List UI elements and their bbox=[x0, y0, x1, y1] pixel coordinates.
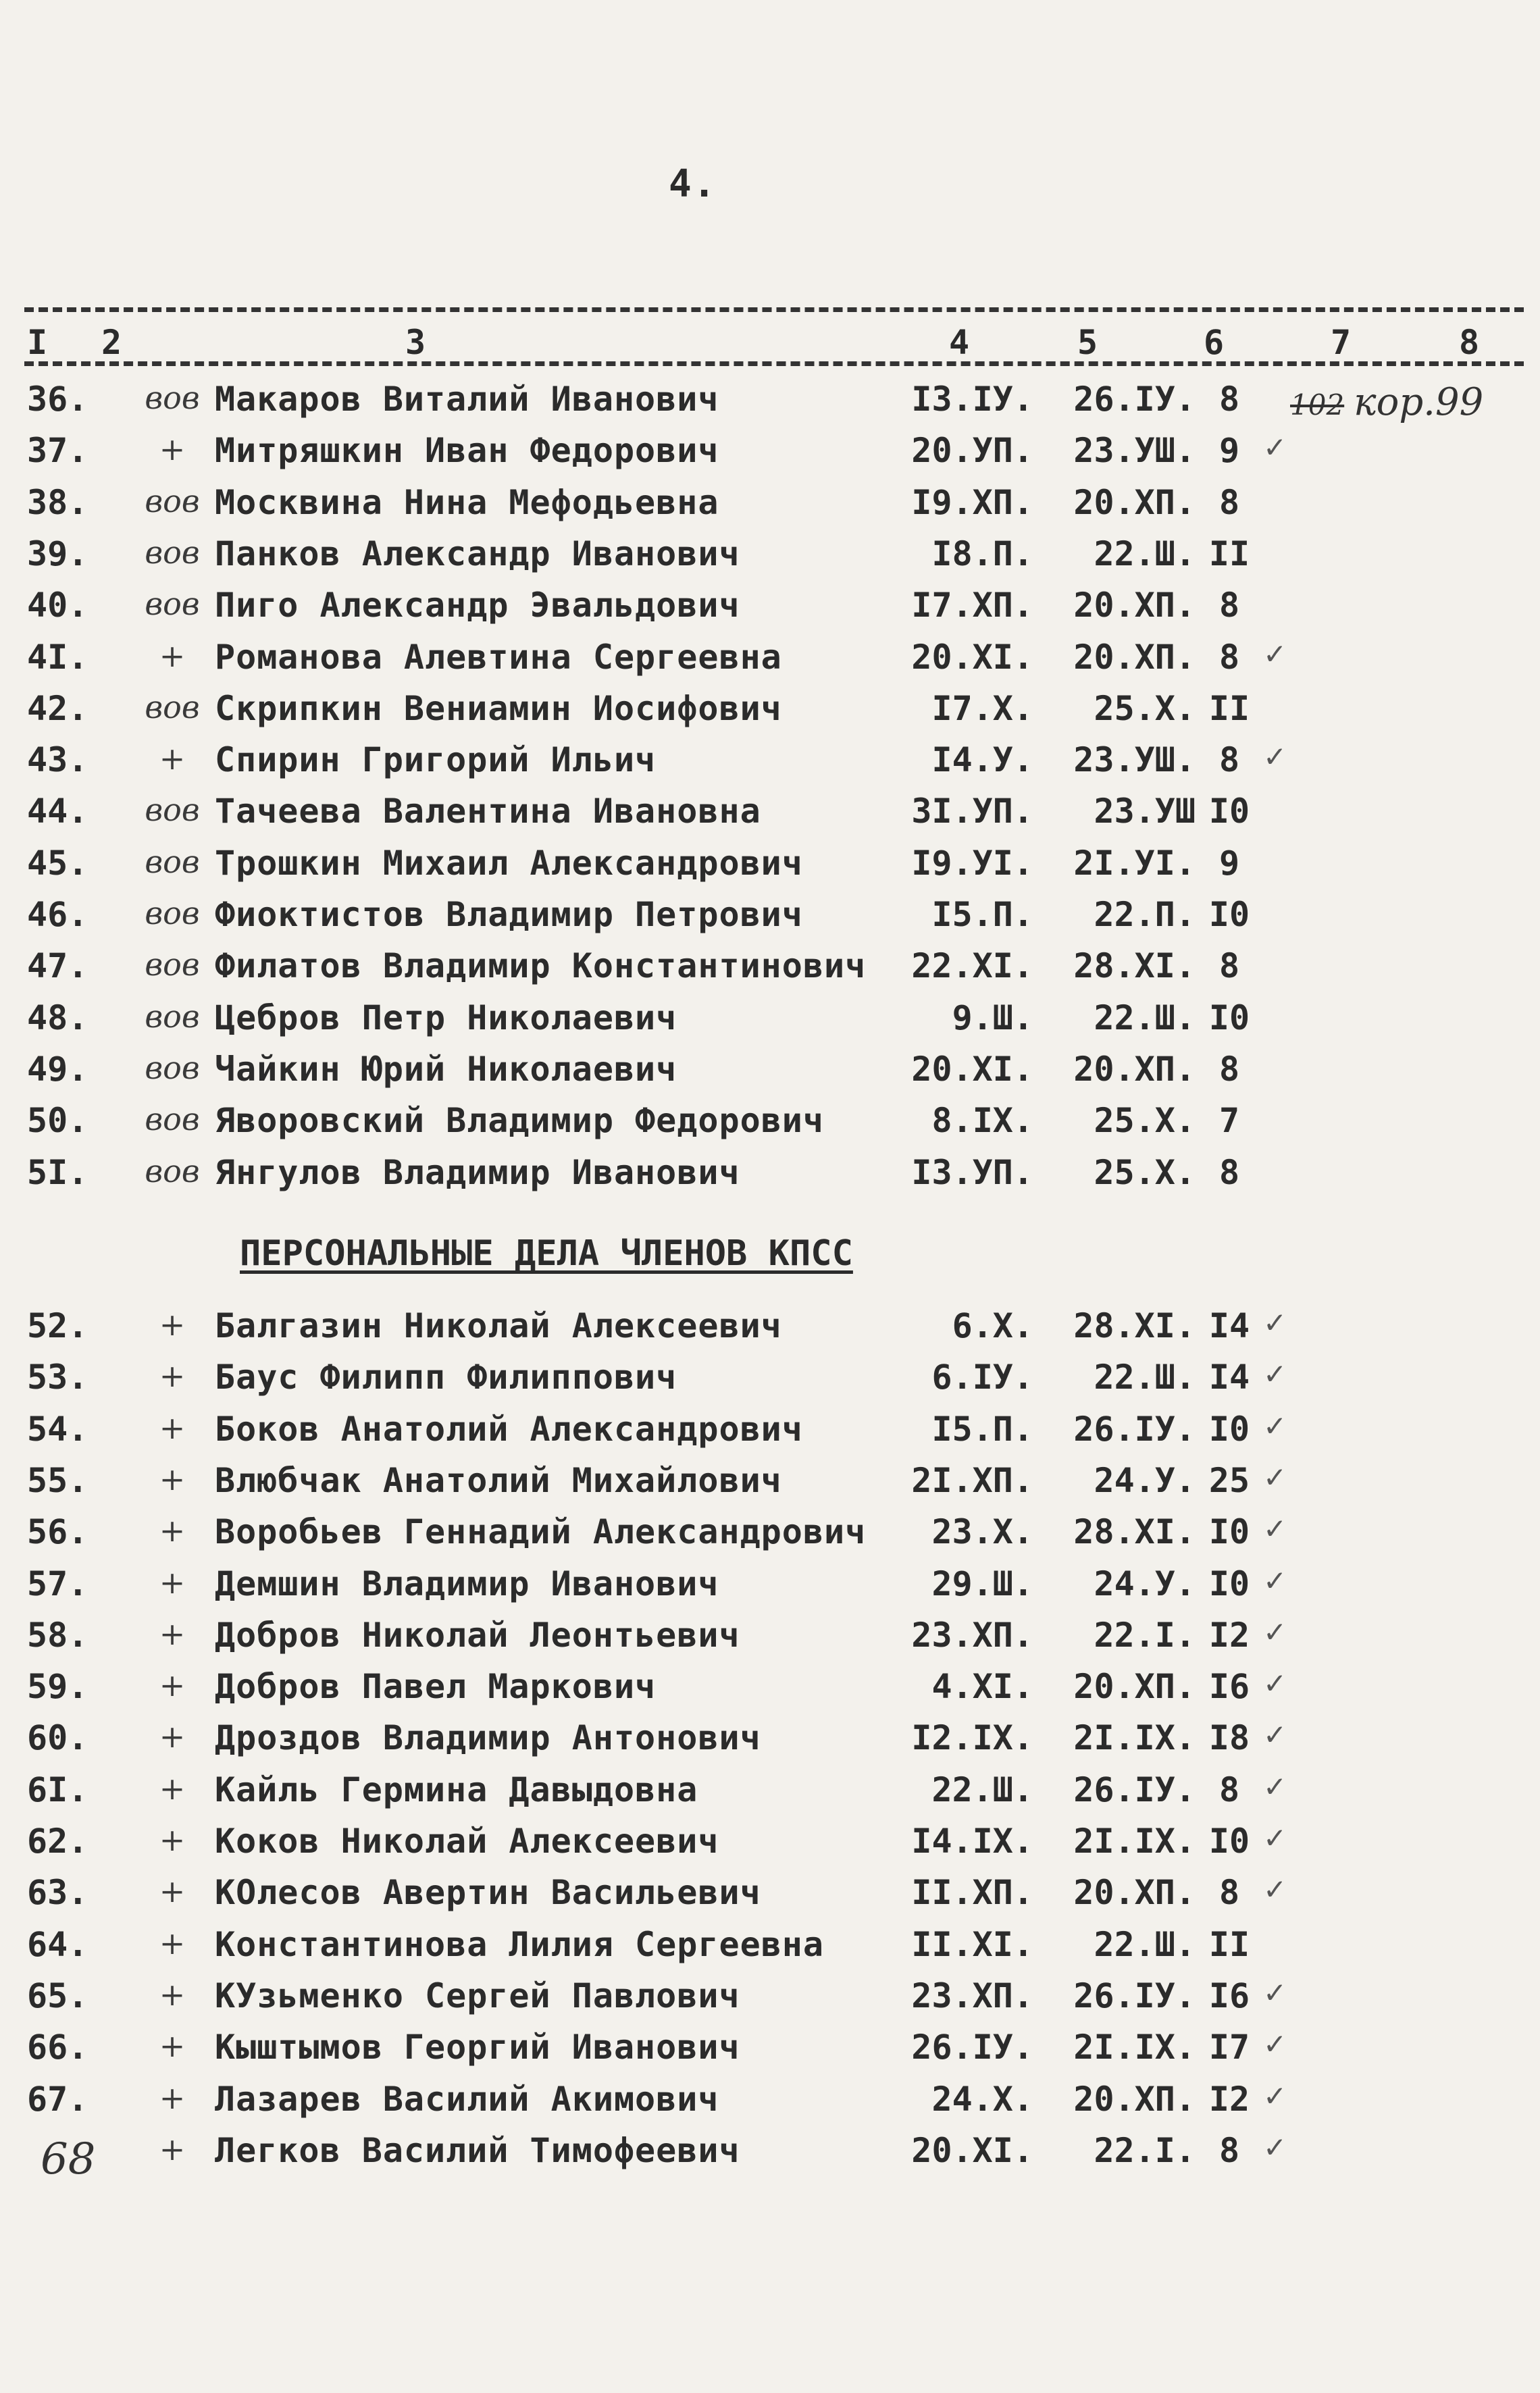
column-header-7: 7 bbox=[1331, 323, 1352, 362]
row-number: 49. bbox=[27, 1049, 88, 1089]
table-row bbox=[0, 1047, 1540, 1098]
person-name: Добров Николай Леонтьевич bbox=[215, 1615, 740, 1655]
handwritten-mark: вов bbox=[145, 482, 200, 519]
handwritten-mark: вов bbox=[145, 1101, 200, 1138]
person-name: Коков Николай Алексеевич bbox=[215, 1822, 719, 1861]
start-date: I3.УП. bbox=[911, 1152, 1033, 1192]
table-row bbox=[0, 635, 1540, 686]
row-number: 40. bbox=[27, 586, 88, 625]
start-date: I4.IX. bbox=[911, 1822, 1033, 1861]
handwritten-mark: вов bbox=[145, 946, 200, 983]
end-date: 2I.IX. bbox=[1073, 1718, 1196, 1758]
handwritten-mark: + bbox=[159, 1460, 186, 1497]
person-name: Фиоктистов Владимир Петрович bbox=[215, 895, 803, 934]
person-name: КУзьменко Сергей Павлович bbox=[215, 1976, 740, 2015]
check-mark: ✓ bbox=[1263, 1460, 1287, 1494]
end-date: 23.УШ bbox=[1094, 792, 1196, 831]
sheet-count: I0 bbox=[1208, 998, 1250, 1037]
row-number: 44. bbox=[27, 792, 88, 831]
end-date: 22.Ш. bbox=[1094, 534, 1196, 573]
row-number: 67. bbox=[27, 2079, 88, 2119]
handwritten-mark: + bbox=[159, 1822, 186, 1858]
end-date: 2I.IX. bbox=[1073, 1822, 1196, 1861]
handwritten-mark: вов bbox=[145, 1152, 200, 1189]
handwritten-mark: + bbox=[159, 740, 186, 777]
end-date: 26.IУ. bbox=[1073, 1409, 1196, 1449]
sheet-count: 25 bbox=[1208, 1460, 1250, 1500]
start-date: 20.XI. bbox=[911, 2130, 1033, 2170]
sheet-count: I0 bbox=[1208, 1822, 1250, 1861]
person-name: КОлесов Авертин Васильевич bbox=[215, 1873, 761, 1913]
table-row bbox=[0, 377, 1540, 428]
start-date: I3.IУ. bbox=[911, 380, 1033, 419]
start-date: 2I.XП. bbox=[911, 1460, 1033, 1500]
handwritten-mark: + bbox=[159, 637, 186, 674]
person-name: Баус Филипп Филиппович bbox=[215, 1358, 677, 1397]
sheet-count: 8 bbox=[1218, 2130, 1240, 2170]
table-row bbox=[0, 1922, 1540, 1974]
start-date: 24.X. bbox=[931, 2079, 1033, 2119]
table-row bbox=[0, 1768, 1540, 1819]
table-row bbox=[0, 1716, 1540, 1767]
start-date: 22.Ш. bbox=[931, 1770, 1033, 1809]
end-date: 2I.УI. bbox=[1073, 843, 1196, 883]
person-name: Тачеева Валентина Ивановна bbox=[215, 792, 761, 831]
start-date: II.XI. bbox=[911, 1924, 1033, 1964]
row-number: 45. bbox=[27, 843, 88, 883]
handwritten-mark: вов bbox=[145, 1049, 200, 1086]
sheet-count: I2 bbox=[1208, 1615, 1250, 1655]
handwritten-mark: вов bbox=[145, 998, 200, 1035]
table-row bbox=[0, 1304, 1540, 1355]
sheet-count: II bbox=[1208, 534, 1250, 573]
end-date: 26.IУ. bbox=[1073, 1976, 1196, 2015]
end-date: 2I.IX. bbox=[1073, 2028, 1196, 2067]
check-mark: ✓ bbox=[1263, 1512, 1287, 1546]
sheet-count: 9 bbox=[1218, 431, 1240, 471]
end-date: 23.УШ. bbox=[1073, 431, 1196, 471]
end-date: 20.XП. bbox=[1073, 1049, 1196, 1089]
start-date: I4.У. bbox=[931, 740, 1033, 780]
sheet-count: I0 bbox=[1208, 895, 1250, 934]
end-date: 22.I. bbox=[1094, 1615, 1196, 1655]
end-date: 24.У. bbox=[1094, 1460, 1196, 1500]
table-row bbox=[0, 2077, 1540, 2128]
sheet-count: I6 bbox=[1208, 1976, 1250, 2015]
end-date: 22.Ш. bbox=[1094, 1358, 1196, 1397]
sheet-count: I7 bbox=[1208, 2028, 1250, 2067]
start-date: II.XП. bbox=[911, 1873, 1033, 1913]
person-name: Влюбчак Анатолий Михайлович bbox=[215, 1460, 782, 1500]
start-date: I7.XП. bbox=[911, 586, 1033, 625]
table-row bbox=[0, 428, 1540, 480]
start-date: 23.X. bbox=[931, 1512, 1033, 1552]
start-date: 23.XП. bbox=[911, 1976, 1033, 2015]
header-divider-bottom bbox=[24, 361, 1524, 366]
column-header-2: 2 bbox=[101, 323, 122, 362]
handwritten-mark: + bbox=[159, 1409, 186, 1446]
check-mark: ✓ bbox=[1263, 1822, 1287, 1855]
start-date: I5.П. bbox=[931, 895, 1033, 934]
handwritten-mark: + bbox=[159, 1615, 186, 1652]
end-date: 28.XI. bbox=[1073, 1512, 1196, 1552]
check-mark: ✓ bbox=[1263, 2028, 1287, 2061]
row-number: 59. bbox=[27, 1667, 88, 1707]
table-row bbox=[0, 2128, 1540, 2180]
start-date: I5.П. bbox=[931, 1409, 1033, 1449]
table-row bbox=[0, 996, 1540, 1047]
person-name: Константинова Лилия Сергеевна bbox=[215, 1924, 824, 1964]
end-date: 26.IУ. bbox=[1073, 1770, 1196, 1809]
sheet-count: 8 bbox=[1218, 1049, 1240, 1089]
table-row bbox=[0, 1613, 1540, 1664]
check-mark: ✓ bbox=[1263, 740, 1287, 774]
person-name: Легков Василий Тимофеевич bbox=[215, 2130, 740, 2170]
handwritten-mark: + bbox=[159, 1873, 186, 1910]
sheet-count: I0 bbox=[1208, 792, 1250, 831]
person-name: Кыштымов Георгий Иванович bbox=[215, 2028, 740, 2067]
sheet-count: I0 bbox=[1208, 1512, 1250, 1552]
row-number: 5I. bbox=[27, 1152, 88, 1192]
annotation-text: кор.99 bbox=[1354, 380, 1484, 424]
struck-value: 102 bbox=[1290, 388, 1345, 421]
table-row bbox=[0, 532, 1540, 583]
sheet-count: 8 bbox=[1218, 380, 1240, 419]
table-row bbox=[0, 1510, 1540, 1561]
row-number: 63. bbox=[27, 1873, 88, 1913]
column-header-6: 6 bbox=[1204, 323, 1225, 362]
header-divider-top bbox=[24, 307, 1524, 312]
sheet-count: 8 bbox=[1218, 1152, 1240, 1192]
row-number: 36. bbox=[27, 380, 88, 419]
check-mark: ✓ bbox=[1263, 1615, 1287, 1649]
person-name: Дроздов Владимир Антонович bbox=[215, 1718, 761, 1758]
check-mark: ✓ bbox=[1263, 637, 1287, 671]
row-number: 48. bbox=[27, 998, 88, 1037]
row-number: 39. bbox=[27, 534, 88, 573]
table-row bbox=[0, 1355, 1540, 1406]
table-row bbox=[0, 1664, 1540, 1716]
start-date: 6.X. bbox=[952, 1306, 1033, 1345]
check-mark: ✓ bbox=[1263, 1770, 1287, 1803]
person-name: Скрипкин Вениамин Иосифович bbox=[215, 688, 782, 728]
check-mark: ✓ bbox=[1263, 1409, 1287, 1443]
column-header-3: 3 bbox=[405, 323, 426, 362]
row-number: 43. bbox=[27, 740, 88, 780]
handwritten-mark: вов bbox=[145, 792, 200, 829]
start-date: 6.IУ. bbox=[931, 1358, 1033, 1397]
row-number: 58. bbox=[27, 1615, 88, 1655]
person-name: Добров Павел Маркович bbox=[215, 1667, 657, 1707]
end-date: 20.XП. bbox=[1073, 1667, 1196, 1707]
check-mark: ✓ bbox=[1263, 2079, 1287, 2113]
person-name: Панков Александр Иванович bbox=[215, 534, 740, 573]
start-date: I2.IX. bbox=[911, 1718, 1033, 1758]
end-date: 28.XI. bbox=[1073, 946, 1196, 986]
sheet-count: 8 bbox=[1218, 1873, 1240, 1913]
end-date: 22.I. bbox=[1094, 2130, 1196, 2170]
sheet-count: I4 bbox=[1208, 1358, 1250, 1397]
end-date: 20.XП. bbox=[1073, 586, 1196, 625]
start-date: 23.XП. bbox=[911, 1615, 1033, 1655]
start-date: 9.Ш. bbox=[952, 998, 1033, 1037]
end-date: 22.П. bbox=[1094, 895, 1196, 934]
end-date: 25.X. bbox=[1094, 1152, 1196, 1192]
handwritten-mark: + bbox=[159, 1667, 186, 1704]
row-number: 62. bbox=[27, 1822, 88, 1861]
end-date: 28.XI. bbox=[1073, 1306, 1196, 1345]
sheet-count: I4 bbox=[1208, 1306, 1250, 1345]
check-mark: ✓ bbox=[1263, 1358, 1287, 1391]
check-mark: ✓ bbox=[1263, 1306, 1287, 1339]
row-number: 42. bbox=[27, 688, 88, 728]
row-number: 54. bbox=[27, 1409, 88, 1449]
table-row bbox=[0, 738, 1540, 789]
end-date: 20.XП. bbox=[1073, 637, 1196, 677]
end-date: 20.XП. bbox=[1073, 482, 1196, 522]
row-number: 37. bbox=[27, 431, 88, 471]
sheet-count: 8 bbox=[1218, 740, 1240, 780]
table-row bbox=[0, 1150, 1540, 1202]
handwritten-mark: + bbox=[159, 1564, 186, 1601]
check-mark: ✓ bbox=[1263, 1718, 1287, 1752]
start-date: 20.XI. bbox=[911, 637, 1033, 677]
start-date: 3I.УП. bbox=[911, 792, 1033, 831]
end-date: 24.У. bbox=[1094, 1564, 1196, 1603]
person-name: Филатов Владимир Константинович bbox=[215, 946, 867, 986]
handwritten-mark: + bbox=[159, 1512, 186, 1549]
table-row bbox=[0, 1870, 1540, 1922]
table-row bbox=[0, 789, 1540, 840]
row-number: 55. bbox=[27, 1460, 88, 1500]
check-mark: ✓ bbox=[1263, 1873, 1287, 1907]
person-name: Демшин Владимир Иванович bbox=[215, 1564, 719, 1603]
start-date: I7.X. bbox=[931, 688, 1033, 728]
row-number: 65. bbox=[27, 1976, 88, 2015]
sheet-count: II bbox=[1208, 1924, 1250, 1964]
handwritten-mark: + bbox=[159, 2079, 186, 2116]
sheet-count: 8 bbox=[1218, 637, 1240, 677]
handwritten-mark: + bbox=[159, 431, 186, 468]
column-header-1: I bbox=[27, 323, 48, 362]
row-number: 52. bbox=[27, 1306, 88, 1345]
section-title: ПЕРСОНАЛЬНЫЕ ДЕЛА ЧЛЕНОВ КПСС bbox=[240, 1233, 853, 1274]
sheet-count: 7 bbox=[1218, 1101, 1240, 1141]
sheet-count: 8 bbox=[1218, 586, 1240, 625]
table-row bbox=[0, 1407, 1540, 1458]
row-number: 56. bbox=[27, 1512, 88, 1552]
start-date: 22.XI. bbox=[911, 946, 1033, 986]
handwritten-mark: + bbox=[159, 2130, 186, 2167]
end-date: 23.УШ. bbox=[1073, 740, 1196, 780]
handwritten-mark: + bbox=[159, 1924, 186, 1961]
table-row bbox=[0, 1974, 1540, 2025]
table-row bbox=[0, 892, 1540, 944]
table-row bbox=[0, 686, 1540, 738]
table-row bbox=[0, 2025, 1540, 2076]
check-mark: ✓ bbox=[1263, 1564, 1287, 1597]
sheet-count: II bbox=[1208, 688, 1250, 728]
column-header-8: 8 bbox=[1459, 323, 1480, 362]
end-date: 20.XП. bbox=[1073, 1873, 1196, 1913]
end-date: 26.IУ. bbox=[1073, 380, 1196, 419]
start-date: 20.УП. bbox=[911, 431, 1033, 471]
start-date: 29.Ш. bbox=[931, 1564, 1033, 1603]
end-date: 22.Ш. bbox=[1094, 1924, 1196, 1964]
column-header-4: 4 bbox=[949, 323, 970, 362]
person-name: Янгулов Владимир Иванович bbox=[215, 1152, 740, 1192]
column-header-5: 5 bbox=[1077, 323, 1098, 362]
table-row bbox=[0, 944, 1540, 995]
handwritten-mark: + bbox=[159, 2028, 186, 2065]
handwritten-mark: + bbox=[159, 1976, 186, 2013]
person-name: Воробьев Геннадий Александрович bbox=[215, 1512, 867, 1552]
handwritten-mark: + bbox=[159, 1718, 186, 1755]
margin-note: 68 bbox=[41, 2134, 96, 2184]
check-mark: ✓ bbox=[1263, 431, 1287, 465]
table-row bbox=[0, 480, 1540, 532]
handwritten-mark: + bbox=[159, 1358, 186, 1395]
check-mark: ✓ bbox=[1263, 2130, 1287, 2164]
sheet-count: I0 bbox=[1208, 1564, 1250, 1603]
end-date: 22.Ш. bbox=[1094, 998, 1196, 1037]
start-date: 4.XI. bbox=[931, 1667, 1033, 1707]
start-date: I9.XП. bbox=[911, 482, 1033, 522]
handwritten-mark: вов bbox=[145, 895, 200, 931]
table-row bbox=[0, 841, 1540, 892]
person-name: Спирин Григорий Ильич bbox=[215, 740, 657, 780]
check-mark: ✓ bbox=[1263, 1667, 1287, 1701]
start-date: I8.П. bbox=[931, 534, 1033, 573]
row-number: 46. bbox=[27, 895, 88, 934]
table-row bbox=[0, 583, 1540, 634]
row-number: 6I. bbox=[27, 1770, 88, 1809]
row-number: 64. bbox=[27, 1924, 88, 1964]
start-date: 20.XI. bbox=[911, 1049, 1033, 1089]
table-row bbox=[0, 1562, 1540, 1613]
start-date: 8.IX. bbox=[931, 1101, 1033, 1141]
table-row bbox=[0, 1819, 1540, 1870]
row-number: 60. bbox=[27, 1718, 88, 1758]
person-name: Пиго Александр Эвальдович bbox=[215, 586, 740, 625]
end-date: 20.XП. bbox=[1073, 2079, 1196, 2119]
table-row bbox=[0, 1098, 1540, 1150]
sheet-count: I2 bbox=[1208, 2079, 1250, 2119]
sheet-count: 8 bbox=[1218, 482, 1240, 522]
person-name: Чайкин Юрий Николаевич bbox=[215, 1049, 677, 1089]
handwritten-mark: + bbox=[159, 1306, 186, 1343]
sheet-count: I8 bbox=[1208, 1718, 1250, 1758]
table-row bbox=[0, 1458, 1540, 1510]
check-mark: ✓ bbox=[1263, 1976, 1287, 2009]
person-name: Романова Алевтина Сергеевна bbox=[215, 637, 782, 677]
end-date: 25.X. bbox=[1094, 1101, 1196, 1141]
handwritten-mark: вов bbox=[145, 380, 200, 416]
sheet-count: I6 bbox=[1208, 1667, 1250, 1707]
handwritten-mark: вов bbox=[145, 688, 200, 725]
row-number: 50. bbox=[27, 1101, 88, 1141]
row-number: 53. bbox=[27, 1358, 88, 1397]
person-name: Яворовский Владимир Федорович bbox=[215, 1101, 824, 1141]
person-name: Лазарев Василий Акимович bbox=[215, 2079, 719, 2119]
row-number: 38. bbox=[27, 482, 88, 522]
person-name: Трошкин Михаил Александрович bbox=[215, 843, 803, 883]
handwritten-mark: вов bbox=[145, 534, 200, 571]
row-number: 66. bbox=[27, 2028, 88, 2067]
end-date: 25.X. bbox=[1094, 688, 1196, 728]
person-name: Боков Анатолий Александрович bbox=[215, 1409, 803, 1449]
person-name: Митряшкин Иван Федорович bbox=[215, 431, 719, 471]
page-number: 4. bbox=[669, 162, 717, 206]
person-name: Цебров Петр Николаевич bbox=[215, 998, 677, 1037]
sheet-count: 8 bbox=[1218, 946, 1240, 986]
handwritten-mark: вов bbox=[145, 843, 200, 880]
person-name: Макаров Виталий Иванович bbox=[215, 380, 719, 419]
person-name: Кайль Гермина Давыдовна bbox=[215, 1770, 698, 1809]
row-number: 47. bbox=[27, 946, 88, 986]
sheet-count: 8 bbox=[1218, 1770, 1240, 1809]
start-date: I9.УI. bbox=[911, 843, 1033, 883]
sheet-count: 9 bbox=[1218, 843, 1240, 883]
start-date: 26.IУ. bbox=[911, 2028, 1033, 2067]
row-number: 57. bbox=[27, 1564, 88, 1603]
row-number: 4I. bbox=[27, 637, 88, 677]
handwritten-mark: вов bbox=[145, 586, 200, 623]
sheet-count: I0 bbox=[1208, 1409, 1250, 1449]
handwritten-mark: + bbox=[159, 1770, 186, 1807]
person-name: Балгазин Николай Алексеевич bbox=[215, 1306, 782, 1345]
person-name: Москвина Нина Мефодьевна bbox=[215, 482, 719, 522]
